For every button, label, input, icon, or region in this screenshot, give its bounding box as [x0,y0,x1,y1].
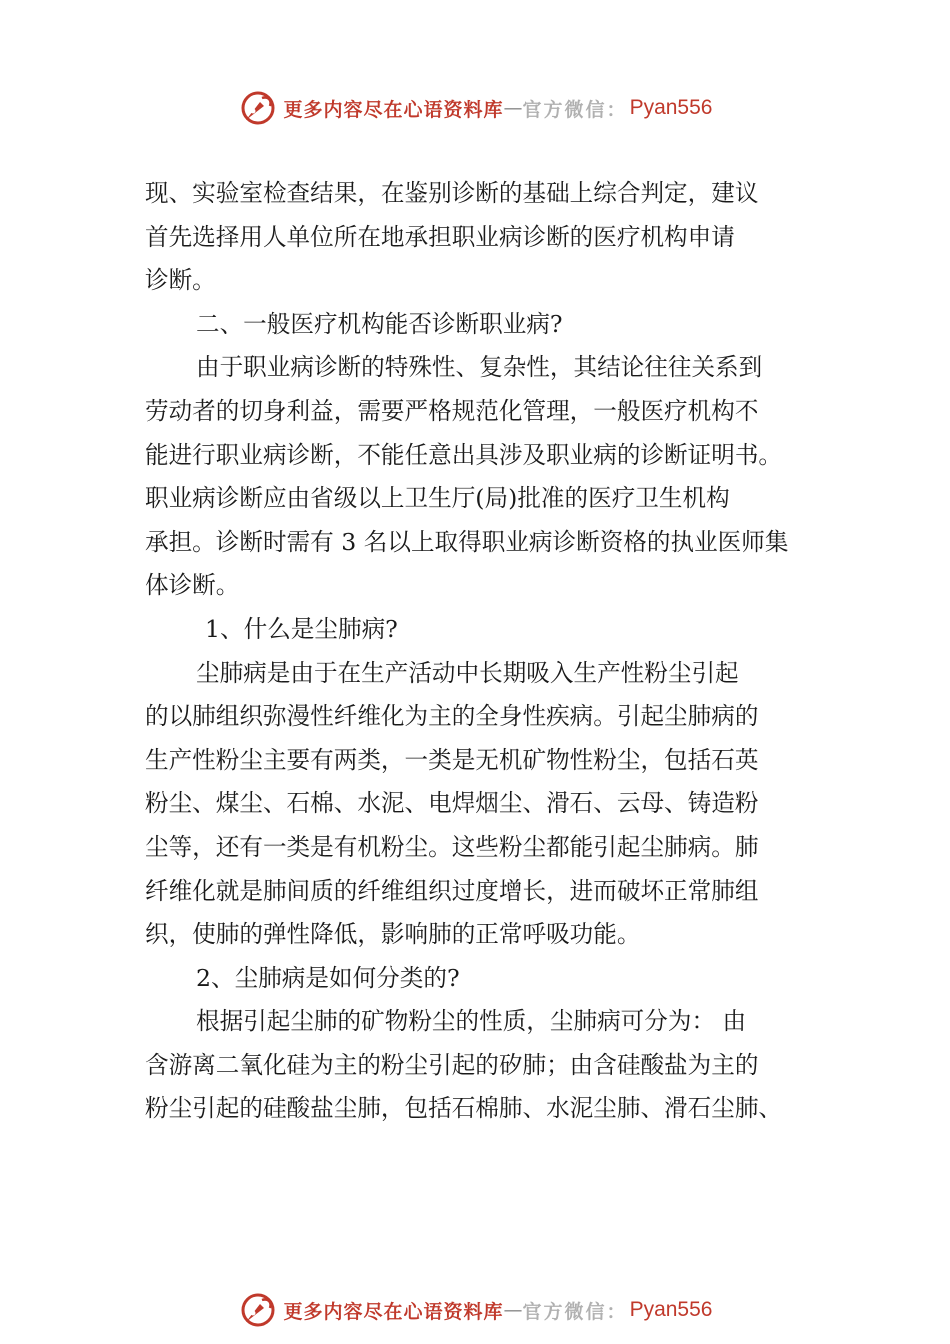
section-heading: 二、一般医疗机构能否诊断职业病? [196,309,563,338]
banner-separator: — [503,97,523,119]
text-line: 纤维化就是肺间质的纤维组织过度增长，进而破坏正常肺组 [145,876,759,905]
text-line: 尘等，还有一类是有机粉尘。这些粉尘都能引起尘肺病。肺 [145,832,759,861]
footer-banner [0,1290,950,1330]
text-line: 劳动者的切身利益，需要严格规范化管理，一般医疗机构不 [145,396,759,425]
logo-icon [238,90,278,126]
text-line: 生产性粉尘主要有两类，一类是无机矿物性粉尘，包括石英 [145,745,759,774]
logo-icon [238,1292,278,1328]
text-line: 现、实验室检查结果，在鉴别诊断的基础上综合判定，建议 [145,179,759,207]
text-line: 含游离二氧化硅为主的粉尘引起的矽肺；由含硅酸盐为主的 [145,1050,759,1079]
document-body [145,172,835,1131]
text-line: 承担。诊断时需有 3 名以上取得职业病诊断资格的执业医师集 [145,527,789,556]
text-line: 能进行职业病诊断，不能任意出具涉及职业病的诊断证明书。 [145,440,783,469]
text-line: 根据引起尘肺的矿物粉尘的性质，尘肺病可分为： 由 [196,1007,747,1036]
text-line: 尘肺病是由于在生产活动中长期吸入生产性粉尘引起 [196,658,739,687]
banner-wechat-id: Pyan556 [629,96,713,119]
text-line: 由于职业病诊断的特殊性、复杂性，其结论往往关系到 [196,353,763,382]
banner-wechat-label: 官方微信： [522,98,628,121]
header-banner [0,88,950,128]
text-line: 粉尘、煤尘、石棉、水泥、电焊烟尘、滑石、云母、铸造粉 [145,789,759,818]
text-line: 诊断。 [145,266,216,295]
banner-brand: 更多内容尽在心语资料库 [283,98,504,121]
text-line: 体诊断。 [145,571,240,600]
text-line: 的以肺组织弥漫性纤维化为主的全身性疾病。引起尘肺病的 [145,702,759,731]
question-heading: 1、什么是尘肺病? [205,614,398,643]
banner-brand: 更多内容尽在心语资料库 [283,1300,504,1323]
question-heading: 2、尘肺病是如何分类的? [196,963,460,992]
text-line: 首先选择用人单位所在地承担职业病诊断的医疗机构申请 [145,222,735,251]
banner-wechat-id: Pyan556 [629,1298,713,1321]
text-line: 织，使肺的弹性降低，影响肺的正常呼吸功能。 [145,920,641,949]
banner-separator: — [503,1299,523,1321]
text-line: 职业病诊断应由省级以上卫生厅(局)批准的医疗卫生机构 [145,484,730,513]
banner-wechat-label: 官方微信： [522,1300,628,1323]
text-line: 粉尘引起的硅酸盐尘肺，包括石棉肺、水泥尘肺、滑石尘肺、 [145,1094,783,1123]
